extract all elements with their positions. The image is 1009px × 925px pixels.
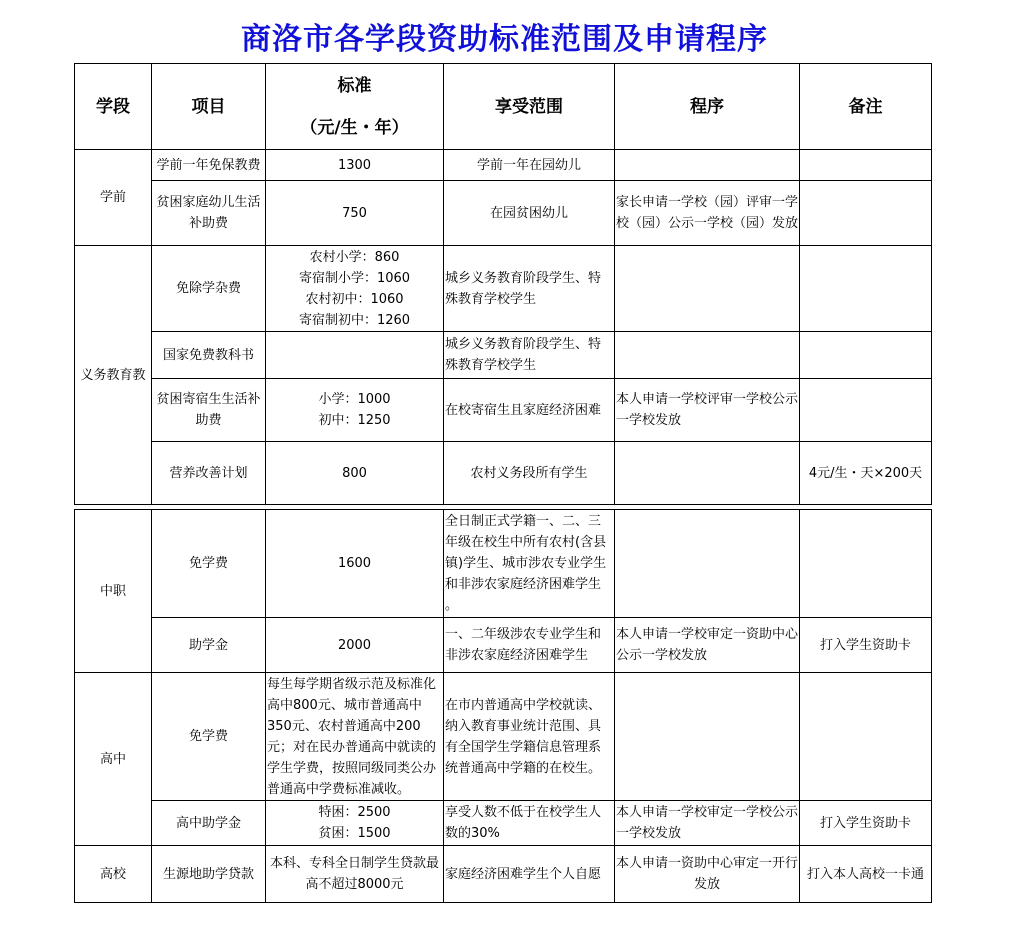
header-procedure: 程序 [615, 64, 800, 150]
item-cell: 高中助学金 [152, 801, 266, 846]
table-row [75, 673, 932, 801]
page-title: 商洛市各学段资助标准范围及申请程序 [241, 22, 768, 57]
table-row [75, 846, 932, 903]
header-stage: 学段 [75, 64, 152, 150]
item-cell: 免学费 [152, 673, 266, 801]
procedure-cell [615, 246, 800, 332]
stage-cell-highschool: 高中 [75, 673, 152, 846]
table-row [75, 332, 932, 379]
header-standard-line2: （元/生・年） [300, 117, 409, 138]
table-row [75, 442, 932, 505]
remark-cell [800, 673, 932, 801]
procedure-cell [615, 150, 800, 181]
item-cell: 生源地助学贷款 [152, 846, 266, 903]
standard-cell: 1600 [266, 510, 444, 618]
standard-line: 初中：1250 [318, 413, 391, 428]
procedure-cell [615, 510, 800, 618]
standard-cell [266, 801, 444, 846]
procedure-cell: 本人申请一学校审定一资助中心公示一学校发放 [615, 618, 800, 673]
header-standard [266, 64, 444, 150]
remark-cell: 打入学生资助卡 [800, 801, 932, 846]
procedure-cell: 家长申请一学校（园）评审一学校（园）公示一学校（园）发放 [615, 181, 800, 246]
scope-cell: 在校寄宿生且家庭经济困难 [444, 379, 615, 442]
item-cell: 学前一年免保教费 [152, 150, 266, 181]
standard-cell: 每生每学期省级示范及标准化高中800元、城市普通高中350元、农村普通高中200元；对在民办普通高中就读的学生学费，按照同级同类公办普通高中学费标准减收。 [266, 673, 444, 801]
scope-cell: 城乡义务教育阶段学生、特殊教育学校学生 [444, 332, 615, 379]
remark-cell: 打入本人高校一卡通 [800, 846, 932, 903]
procedure-cell: 本人申请一资助中心审定一开行发放 [615, 846, 800, 903]
standard-line: 寄宿制初中：1260 [298, 312, 411, 328]
header-remark: 备注 [800, 64, 932, 150]
aid-table-upper [74, 63, 932, 505]
standard-line: 特困：2500 [318, 805, 391, 820]
header-item: 项目 [152, 64, 266, 150]
table-row [75, 801, 932, 846]
scope-cell: 享受人数不低于在校学生人数的30% [444, 801, 615, 846]
scope-cell: 全日制正式学籍一、二、三年级在校生中所有农村(含县镇)学生、城市涉农专业学生和非涉农家庭经济困难学生 。 [444, 510, 615, 618]
remark-cell [800, 181, 932, 246]
standard-line: 农村小学：860 [309, 249, 400, 265]
standard-cell: 2000 [266, 618, 444, 673]
standard-cell: 800 [266, 442, 444, 505]
remark-cell [800, 379, 932, 442]
table-row [75, 246, 932, 332]
standard-cell [266, 379, 444, 442]
procedure-cell [615, 332, 800, 379]
standard-cell [266, 332, 444, 379]
header-scope: 享受范围 [444, 64, 615, 150]
scope-cell: 城乡义务教育阶段学生、特殊教育学校学生 [444, 246, 615, 332]
scope-cell: 在园贫困幼儿 [444, 181, 615, 246]
item-cell: 贫困家庭幼儿生活补助费 [152, 181, 266, 246]
stage-cell-college: 高校 [75, 846, 152, 903]
table-row [75, 181, 932, 246]
item-cell: 免除学杂费 [152, 246, 266, 332]
item-cell: 国家免费教科书 [152, 332, 266, 379]
remark-cell: 4元/生・天×200天 [800, 442, 932, 505]
remark-cell [800, 246, 932, 332]
standard-line: 贫困：1500 [318, 826, 391, 841]
remark-cell: 打入学生资助卡 [800, 618, 932, 673]
header-standard-line1: 标准 [337, 75, 372, 96]
remark-cell [800, 510, 932, 618]
remark-cell [800, 332, 932, 379]
standard-line: 寄宿制小学：1060 [298, 270, 411, 286]
table-row [75, 150, 932, 181]
remark-cell [800, 150, 932, 181]
standard-line: 小学：1000 [318, 392, 391, 407]
procedure-cell [615, 442, 800, 505]
scope-cell: 一、二年级涉农专业学生和非涉农家庭经济困难学生 [444, 618, 615, 673]
stage-cell-compulsory: 义务教育教 [75, 246, 152, 505]
stage-cell-preschool: 学前 [75, 150, 152, 246]
procedure-cell: 本人申请一学校评审一学校公示一学校发放 [615, 379, 800, 442]
item-cell: 免学费 [152, 510, 266, 618]
standard-cell: 本科、专科全日制学生贷款最高不超过8000元 [266, 846, 444, 903]
item-cell: 助学金 [152, 618, 266, 673]
scope-cell: 学前一年在园幼儿 [444, 150, 615, 181]
table-row [75, 618, 932, 673]
scope-cell: 农村义务段所有学生 [444, 442, 615, 505]
procedure-cell [615, 673, 800, 801]
standard-cell: 1300 [266, 150, 444, 181]
item-cell: 营养改善计划 [152, 442, 266, 505]
table-row [75, 510, 932, 618]
header-row [75, 64, 932, 150]
scope-cell: 在市内普通高中学校就读、纳入教育事业统计范围、具有全国学生学籍信息管理系统普通高中学籍的在校生。 [444, 673, 615, 801]
stage-cell-vocational: 中职 [75, 510, 152, 673]
standard-line: 农村初中：1060 [305, 291, 404, 307]
standard-cell: 750 [266, 181, 444, 246]
item-cell: 贫困寄宿生生活补助费 [152, 379, 266, 442]
aid-table-lower [74, 509, 932, 903]
procedure-cell: 本人申请一学校审定一学校公示一学校发放 [615, 801, 800, 846]
standard-cell [266, 246, 444, 332]
table-row [75, 379, 932, 442]
scope-cell: 家庭经济困难学生个人自愿 [444, 846, 615, 903]
